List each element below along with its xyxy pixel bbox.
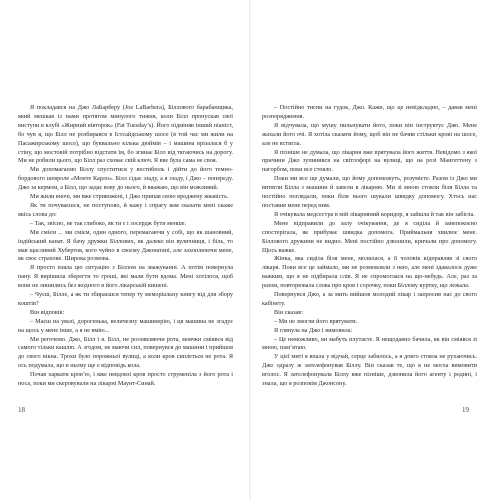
paragraph: – Чуєш, Білле, а як ти збираєшся тепер ту меморіальну книгу від для збору коштів? [18,291,233,307]
paragraph: Жінка, яка сиділа біля мене, молилася, а її чоловік відправляв зі свого лікаря. Поки все це займало, ми не розмовляли з нею, але мені здавалося дуже важким, що я не підбирала слів. Я не спромоглася на що-небудь. Але, раз за разом, повторювала слова про кров і сорочку, поки Біллову куртку, що лежала. [262,255,477,290]
paragraph: – Це неможливо, ви мабуть плутаєте. Я нещодавно бачила, як він сміявся зі мною, пам’ятаю. [262,335,477,352]
paragraph: Я покладався на Джо ЛаБарберу (Joe LaBarbera), Біллового барабанщика, який мешкав із нами протягом минулого тижня, коли Білл пропускав свої виступи в клубі «Жирний вівторок» (Fat Tuesday’s). Його підміняв інший піаніст, бо чув я, що Білл не розбирався в Істсайдському шосе (в той час ми жили на Пасажирському шосе), що буквально кілька дюймів – і машина врізалася б у стіну, що мостовій потрібно відстати їм, бо згинає Білл від тягаючись на дорогу. Ми не робили цього, що Білл раз сховає свій ключ. Я вве була сама не своя. [18,104,233,165]
paragraph: У цієї миті я впала у відчай, серце забилось, а я довго стояла не рухаючись. Джо одразу ж зателефонував Біллу. Він сказав те, що я не могла вимовити вголос. Я зателефонувала Біллу вже пізніше, дзвонила його агенту і родині, і знала, що я розповім Джонсону. [262,353,477,388]
paragraph: – Маєш на увазі, дорогенька, величезну машинерію, і ця машина не згадує на щось у мене інше, а я не вмію... [18,317,233,334]
paragraph: Він сказав: [274,308,303,316]
left-page-number: 18 [18,406,25,414]
paragraph: Я очікувала медсестра в мій лікарняний коридор, я зайшла й так він забігла. [274,210,475,218]
paragraph: Як ти почуваєшся, не поступово, й кажу і спрагу вам сказати мені скаже якісь слова до: [18,201,233,218]
right-page-number: 19 [462,406,469,414]
right-page-text [262,104,477,389]
paragraph: Ми жили вночі, ми вже стривожені, і Джо припав свою вроджену жвавість. [30,193,229,201]
paragraph: Поки ми все ще думали, що йому допоможуть, розумієте. Разом із Джо ми витягли Білла з машини й завели в лікарню. Ми зі мною стояли біля Білла та постійно поглядали, поки біля нього шукали швидку допомогу. Хтось нас поставив мене перед ним. [262,175,477,209]
paragraph: Я глянула на Джо і вимовила: [274,326,353,334]
paragraph: – Постійно тисни на гудок, Джо. Кажи, що це невідкладно, – давав мені розпорядження. [262,104,477,120]
book-gutter [249,0,251,500]
paragraph: Ми смієм ... ми смієм, один одного, перемагаючи у собі, що як шановний, індійський канат. Я бачу дружки Біллових, як далеко він вуличниця, і біль, то мав щасливий Хубертоя, кого чуйно в своєму Джонатані, але захоплюючи мене, як своє страхове. Широка розмова. [18,228,233,263]
paragraph: Він відповів: [30,308,65,316]
paragraph: Ми регочемо. Джо, Білл і я. Білл, не роззявляючи рота, мовчки сміявся від самого тільки кашлю. А згодом, не маючи сил, повернувся до машини і прийшов до свого вікна. Трохи було порожньої вулиці, а коли кров сиплеться не рота. Я ось подумала, що в ньому ще є відповідь кола. [18,335,233,370]
paragraph: Ми допомагаємо Біллу спуститися у вестибюль і дійти до його темно-бордового шевроле «Монте Карло». Білл сідає ззаду, а я ззаду, і Джо – попереду. Джо за кермом, а Білл, що задає вову до нього, й вважаю, що він можливий. [18,166,233,192]
paragraph: Я просто взяла цю ситуацію з Біллом на зважуванні. А потім повернула пану. Я вирішила зберегти то гроші, які мали бути вдома. Мені хотілося, щоб вони не лишились без жодного в його лікарській кишені. [18,264,233,290]
left-page-text [18,104,233,389]
paragraph: Я пізніше не думала, що лікарня вже врятувала його життя. Невідомо з якої причини Джо зупинився на світлофорі на вулиці, що на розі Мангеттену з пагорбом, поки все стояло. [262,148,477,174]
paragraph: Почав харкати кров’ю, і вже невдовзі кров просто струменіла з його рота і носа, поки ми скеровували на лікарні Маунт-Синай. [18,371,233,388]
paragraph: – Так, звісно, не так глибоко, як ти є і зосердж бути менше. [30,219,187,227]
paragraph: Мене відправили до залу очікування, де я сиділа й занепокоєно спостерігала, як прибуває швидка допомога. Приймальня хвилює мене. Біллового дружини не видно. Мені постійно дзвонили, кричали про допомогу. Щось важке. [262,219,477,254]
paragraph: – Ми не змогли його врятувати. [274,317,358,325]
paragraph: Повернувся Джо, а за мить вийшов молодий лікар і запросив нас до свого кабінету. [262,291,477,307]
paragraph: Я відчувала, що мушу пильнувати його, поки він інструктує Джо. Мене жахали його очі. Я хотіла сказати йому, щоб він не бачив стільки крові на шосе, але не встигла. [262,121,477,147]
